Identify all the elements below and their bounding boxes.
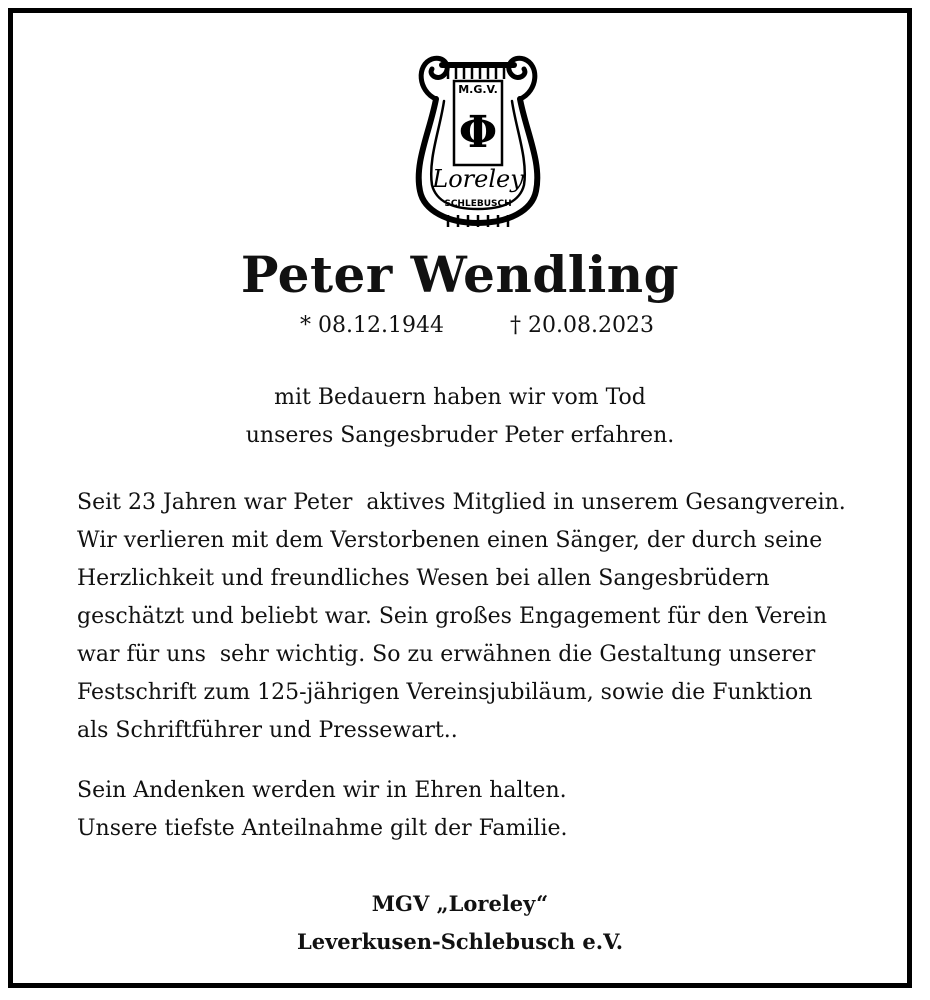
signature-line: Leverkusen-Schlebusch e.V. (296, 929, 624, 954)
svg-text:M.G.V.: M.G.V. (458, 83, 498, 96)
signature-block (13, 885, 907, 961)
paragraph-line: Festschrift zum 125-jährigen Vereinsjubiläum, sowie die Funktion (77, 680, 813, 705)
birth-date: * 08.12.1944 (300, 313, 444, 338)
signature-line: MGV „Loreley“ (371, 891, 549, 916)
svg-text:Φ: Φ (458, 107, 498, 158)
svg-text:SCHLEBUSCH: SCHLEBUSCH (444, 199, 512, 209)
tribute-paragraph (77, 484, 877, 750)
intro-text (13, 379, 907, 455)
paragraph-line: Seit 23 Jahren war Peter aktives Mitglied in unserem Gesangverein. (77, 490, 846, 515)
death-date: † 20.08.2023 (510, 313, 654, 338)
paragraph-line: als Schriftführer und Pressewart.. (77, 718, 458, 743)
paragraph-line: Herzlichkeit und freundliches Wesen bei allen Sangesbrüdern (77, 566, 770, 591)
paragraph-line: geschätzt und beliebt war. Sein großes Engagement für den Verein (77, 604, 828, 629)
paragraph-line: Wir verlieren mit dem Verstorbenen einen Sänger, der durch seine (77, 528, 823, 553)
paragraph-line: Unsere tiefste Anteilnahme gilt der Familie. (77, 816, 568, 841)
obituary-frame (8, 8, 912, 988)
paragraph-line: war für uns sehr wichtig. So zu erwähnen die Gestaltung unserer (77, 642, 816, 667)
paragraph-line: Sein Andenken werden wir in Ehren halten. (77, 778, 567, 803)
lyre-logo-icon (408, 51, 548, 231)
intro-line: mit Bedauern haben wir vom Tod (274, 385, 646, 410)
deceased-name: Peter Wendling (240, 245, 680, 304)
intro-line: unseres Sangesbruder Peter erfahren. (245, 423, 675, 448)
condolence-paragraph (77, 772, 877, 848)
svg-text:Loreley: Loreley (432, 165, 524, 193)
